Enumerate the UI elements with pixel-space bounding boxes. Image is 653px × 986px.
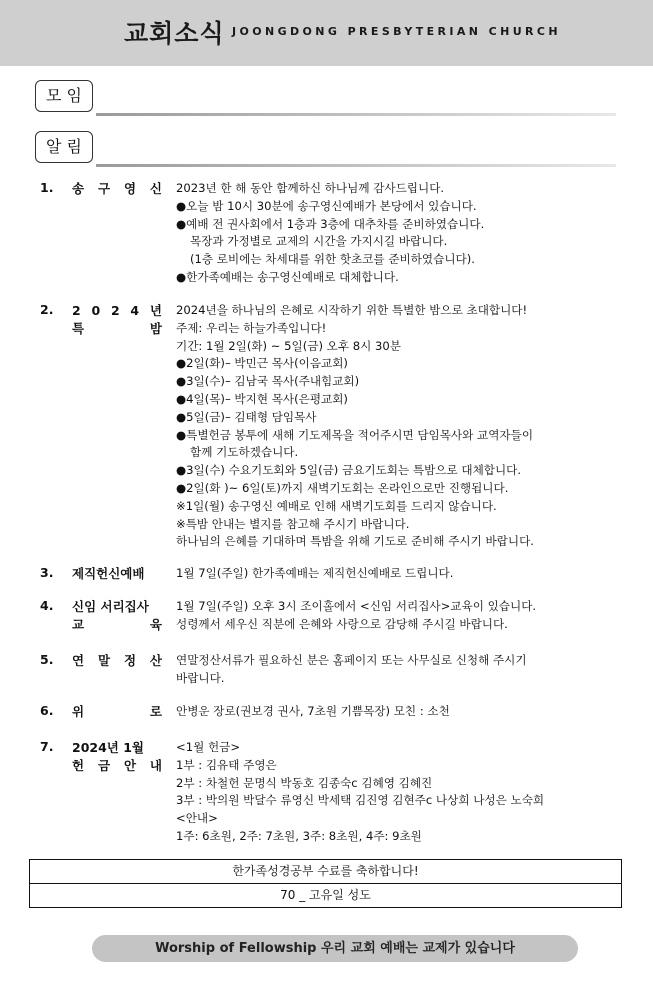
notice-item-label-row	[72, 616, 162, 634]
notice-item-line: 1월 7일(주일) 오후 3시 조이홀에서 <신임 서리집사>교육이 있습니다.	[176, 599, 537, 613]
notice-item-label-char: 육	[149, 617, 162, 632]
notice-item-line: <1월 헌금>	[176, 740, 241, 754]
notice-item-line: 3부 : 박의원 박달수 류영신 박세택 김진영 김현주c 나상희 나성은 노숙희	[176, 793, 545, 808]
notice-item-label-char: 위	[72, 704, 85, 719]
notice-item-label-char: 신임 서리집사	[72, 599, 149, 614]
notice-item-label-char: 제직헌신예배	[72, 566, 145, 581]
congrats-box	[29, 859, 622, 908]
notice-item-label-char: 신	[149, 181, 162, 196]
notice-item-content	[176, 598, 626, 634]
notice-item-label-char: 헌	[72, 758, 85, 773]
notice-item-label-char: 말	[97, 653, 111, 668]
notice-item-label-row	[72, 757, 162, 775]
notice-item-label-char: 연	[72, 653, 85, 668]
notice-item-line: ●오늘 밤 10시 30분에 송구영신예배가 본당에서 있습니다.	[176, 198, 477, 213]
notice-item-line: 안병운 장로(권보경 권사, 7초원 기쁨목장) 모친 : 소천	[176, 704, 450, 718]
notice-item-label-row	[72, 598, 162, 616]
header-title: 교회소식	[124, 19, 225, 48]
section-meeting-label: 모 임	[35, 80, 93, 112]
section-meeting-rule	[96, 113, 616, 116]
notice-item-label-char: 로	[149, 704, 162, 719]
notice-item-label-char: 특	[72, 321, 85, 336]
notice-item-number: 3.	[40, 565, 54, 580]
notice-item-line: <안내>	[176, 811, 218, 826]
notice-item-line: 성령께서 세우신 직분에 은혜와 사랑으로 감당해 주시길 바랍니다.	[176, 616, 508, 631]
notice-item-line: 2부 : 차철헌 문명식 박동호 김종숙c 김혜영 김혜진	[176, 775, 433, 790]
notice-item-line: 하나님의 은혜를 기대하며 특밤을 위해 기도로 준비해 주시기 바랍니다.	[176, 534, 534, 549]
notice-item-label	[72, 739, 162, 775]
notice-item-line: 목장과 가정별로 교제의 시간을 가지시길 바랍니다.	[190, 234, 448, 249]
notice-item-line: ※특밤 안내는 별지를 참고해 주시기 바랍니다.	[176, 516, 410, 531]
notice-item-label-char: 년	[149, 303, 162, 318]
notice-item-label-char: 2	[72, 303, 81, 318]
notice-item-label-char: 영	[123, 181, 137, 196]
notice-item-label	[72, 565, 162, 583]
notice-item-line: ●특별헌금 봉투에 새해 기도제목을 적어주시면 담임목사와 교역자들이	[176, 427, 534, 442]
notice-item-label-char: 구	[97, 181, 111, 196]
notice-item-line: 2023년 한 해 동안 함께하신 하나님께 감사드립니다.	[176, 181, 445, 195]
header-subtitle: JOONGDONG PRESBYTERIAN CHURCH	[232, 25, 561, 38]
notice-item-line: ●3일(수)– 김남국 목사(주내힘교회)	[176, 374, 360, 389]
footer-banner: Worship of Fellowship 우리 교회 예배는 교제가 있습니다	[92, 935, 578, 962]
notice-item-label	[72, 652, 162, 670]
section-notice-label: 알 림	[35, 131, 93, 163]
notice-item-line: ●예배 전 권사회에서 1층과 3층에 대추차를 준비하였습니다.	[176, 216, 485, 231]
congrats-entry: 70 _ 고유일 성도	[30, 883, 621, 907]
notice-item-label-row	[72, 320, 162, 338]
notice-item-number: 1.	[40, 180, 54, 195]
congrats-title: 한가족성경공부 수료를 축하합니다!	[232, 864, 419, 878]
notice-item-label-char: 0	[91, 303, 101, 318]
notice-item-line: ●3일(수) 수요기도회와 5일(금) 금요기도회는 특밤으로 대체합니다.	[176, 463, 522, 478]
notice-item-number: 2.	[40, 302, 54, 317]
notice-item-content	[176, 739, 626, 846]
notice-item-line: 1주: 6초원, 2주: 7초원, 3주: 8초원, 4주: 9초원	[176, 828, 422, 843]
notice-item-line: 연말정산서류가 필요하신 분은 홈페이지 또는 사무실로 신청해 주시기	[176, 653, 527, 667]
notice-item-label-row	[72, 565, 162, 583]
page-header	[0, 0, 653, 66]
notice-item-line: 주제: 우리는 하늘가족입니다!	[176, 320, 327, 335]
notice-item-line: 기간: 1월 2일(화) ~ 5일(금) 오후 8시 30분	[176, 338, 401, 353]
notice-item-label-char: 정	[123, 653, 137, 668]
notice-item-content	[176, 180, 626, 287]
notice-item-line: ●4일(목)– 박지현 목사(은평교회)	[176, 391, 348, 406]
notice-item-line: 1월 7일(주일) 한가족예배는 제직헌신예배로 드립니다.	[176, 566, 454, 580]
notice-item-line: ●2일(화)– 박민근 목사(이음교회)	[176, 356, 348, 371]
notice-item-label	[72, 598, 162, 634]
notice-item-label	[72, 302, 162, 338]
notice-item-label-row	[72, 180, 162, 198]
notice-item-label-char: 밤	[149, 321, 162, 336]
notice-item-number: 6.	[40, 703, 54, 718]
notice-item-label-char: 4	[130, 303, 140, 318]
notice-item-line: (1층 로비에는 차세대를 위한 핫초코를 준비하였습니다).	[190, 252, 475, 267]
notice-item-line: ●2일(화 )~ 6일(토)까지 새벽기도회는 온라인으로만 진행됩니다.	[176, 480, 509, 495]
notice-item-label-row	[72, 703, 162, 721]
notice-item-line: 함께 기도하겠습니다.	[190, 445, 299, 460]
notice-item-label-char: 송	[72, 181, 85, 196]
notice-item-label-row	[72, 739, 162, 757]
notice-item-label-char: 안	[123, 758, 137, 773]
notice-item-label-row	[72, 652, 162, 670]
notice-item-label-char: 교	[72, 617, 85, 632]
notice-item-line: ※1일(월) 송구영신 예배로 인해 새벽기도회를 드리지 않습니다.	[176, 498, 497, 513]
notice-item-label-char: 2	[110, 303, 120, 318]
notice-item-line: 1부 : 김유태 주영은	[176, 757, 277, 772]
section-notice-rule	[96, 164, 616, 167]
notice-item-content	[176, 565, 626, 583]
notice-item-line: 바랍니다.	[176, 670, 225, 685]
notice-item-label	[72, 180, 162, 198]
notice-item-content	[176, 652, 626, 688]
notice-item-line: 2024년을 하나님의 은혜로 시작하기 위한 특별한 밤으로 초대합니다!	[176, 303, 528, 317]
notice-item-label-char: 2024년 1월	[72, 740, 144, 755]
notice-item-label-char: 금	[97, 758, 111, 773]
notice-item-number: 7.	[40, 739, 54, 754]
notice-item-label	[72, 703, 162, 721]
notice-item-label-row	[72, 302, 162, 320]
notice-item-line: ●5일(금)– 김태형 담임목사	[176, 409, 317, 424]
notice-item-content	[176, 703, 626, 721]
notice-item-line: ●한가족예배는 송구영신예배로 대체합니다.	[176, 269, 399, 284]
notice-item-number: 5.	[40, 652, 54, 667]
notice-item-number: 4.	[40, 598, 54, 613]
notice-item-label-char: 산	[149, 653, 162, 668]
notice-item-content	[176, 302, 626, 551]
notice-item-label-char: 내	[149, 758, 162, 773]
